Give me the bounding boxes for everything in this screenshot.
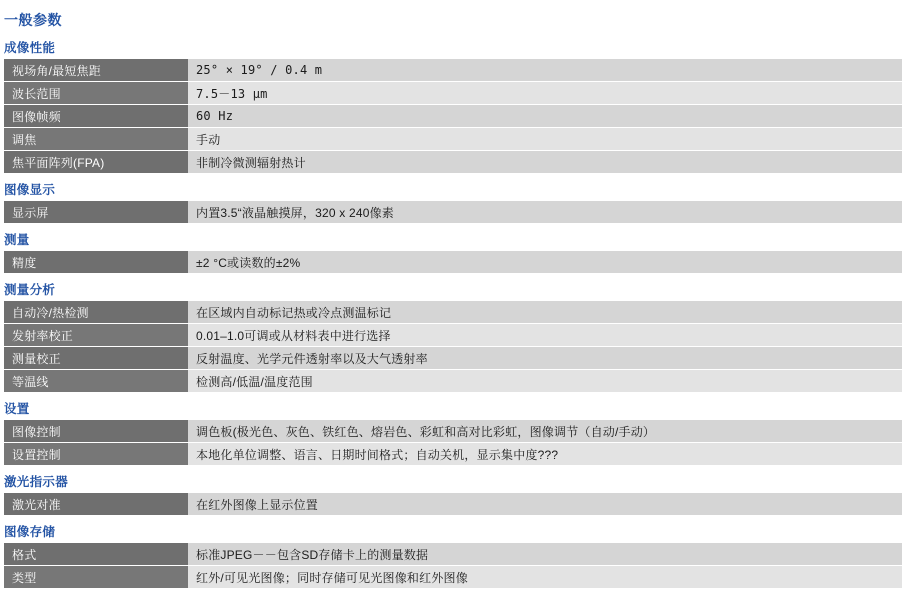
spec-value: 非制冷微测辐射热计	[188, 151, 902, 174]
spec-value: 25° × 19° / 0.4 m	[188, 59, 902, 82]
spec-section	[0, 472, 903, 516]
section-title: 设置	[4, 402, 30, 416]
spec-value: 内置3.5“液晶触摸屏，320 x 240像素	[188, 201, 902, 224]
table-row	[4, 151, 902, 174]
table-row	[4, 82, 902, 105]
spec-value: 60 Hz	[188, 105, 902, 128]
spec-value: ±2 °C或读数的±2%	[188, 251, 902, 274]
spec-label: 焦平面阵列(FPA)	[4, 151, 188, 174]
spec-table	[4, 301, 902, 393]
section-title: 激光指示器	[4, 475, 69, 489]
spec-label: 波长范围	[4, 82, 188, 105]
table-row	[4, 543, 902, 566]
spec-label: 测量校正	[4, 347, 188, 370]
spec-label: 视场角/最短焦距	[4, 59, 188, 82]
section-title: 测量分析	[4, 283, 56, 297]
spec-value: 反射温度、光学元件透射率以及大气透射率	[188, 347, 902, 370]
spec-table	[4, 493, 902, 516]
spec-table	[4, 251, 902, 274]
spec-label: 精度	[4, 251, 188, 274]
spec-table	[4, 201, 902, 224]
spec-value: 本地化单位调整、语言、日期时间格式；自动关机，显示集中度???	[188, 443, 902, 466]
spec-section	[0, 399, 903, 466]
spec-label: 自动冷/热检测	[4, 301, 188, 324]
spec-section	[0, 180, 903, 224]
spec-label: 激光对准	[4, 493, 188, 516]
spec-value: 0.01–1.0可调或从材料表中进行选择	[188, 324, 902, 347]
spec-section	[0, 230, 903, 274]
section-title: 图像存储	[4, 525, 56, 539]
spec-label: 调焦	[4, 128, 188, 151]
spec-value: 手动	[188, 128, 902, 151]
page-title: 一般参数	[4, 12, 62, 28]
spec-label: 等温线	[4, 370, 188, 393]
spec-section	[0, 522, 903, 589]
section-title: 图像显示	[4, 183, 56, 197]
table-row	[4, 128, 902, 151]
spec-section	[0, 38, 903, 174]
table-row	[4, 301, 902, 324]
spec-table	[4, 543, 902, 589]
table-row	[4, 324, 902, 347]
table-row	[4, 566, 902, 589]
table-row	[4, 493, 902, 516]
table-row	[4, 420, 902, 443]
spec-section	[0, 280, 903, 393]
table-row	[4, 347, 902, 370]
section-title: 成像性能	[4, 41, 56, 55]
table-row	[4, 105, 902, 128]
spec-label: 显示屏	[4, 201, 188, 224]
table-row	[4, 370, 902, 393]
spec-value: 在红外图像上显示位置	[188, 493, 902, 516]
spec-label: 图像帧频	[4, 105, 188, 128]
spec-table	[4, 420, 902, 466]
spec-value: 7.5－13 μm	[188, 82, 902, 105]
spec-table	[4, 59, 902, 174]
spec-label: 类型	[4, 566, 188, 589]
spec-sections	[0, 38, 903, 589]
table-row	[4, 443, 902, 466]
table-row	[4, 201, 902, 224]
spec-value: 检测高/低温/温度范围	[188, 370, 902, 393]
spec-label: 设置控制	[4, 443, 188, 466]
section-title: 测量	[4, 233, 30, 247]
table-row	[4, 59, 902, 82]
spec-label: 图像控制	[4, 420, 188, 443]
spec-value: 标准JPEG－－包含SD存储卡上的测量数据	[188, 543, 902, 566]
table-row	[4, 251, 902, 274]
spec-value: 红外/可见光图像；同时存储可见光图像和红外图像	[188, 566, 902, 589]
spec-value: 调色板(极光色、灰色、铁红色、熔岩色、彩虹和高对比彩虹，图像调节（自动/手动）	[188, 420, 902, 443]
spec-label: 发射率校正	[4, 324, 188, 347]
spec-label: 格式	[4, 543, 188, 566]
spec-value: 在区域内自动标记热或冷点测温标记	[188, 301, 902, 324]
